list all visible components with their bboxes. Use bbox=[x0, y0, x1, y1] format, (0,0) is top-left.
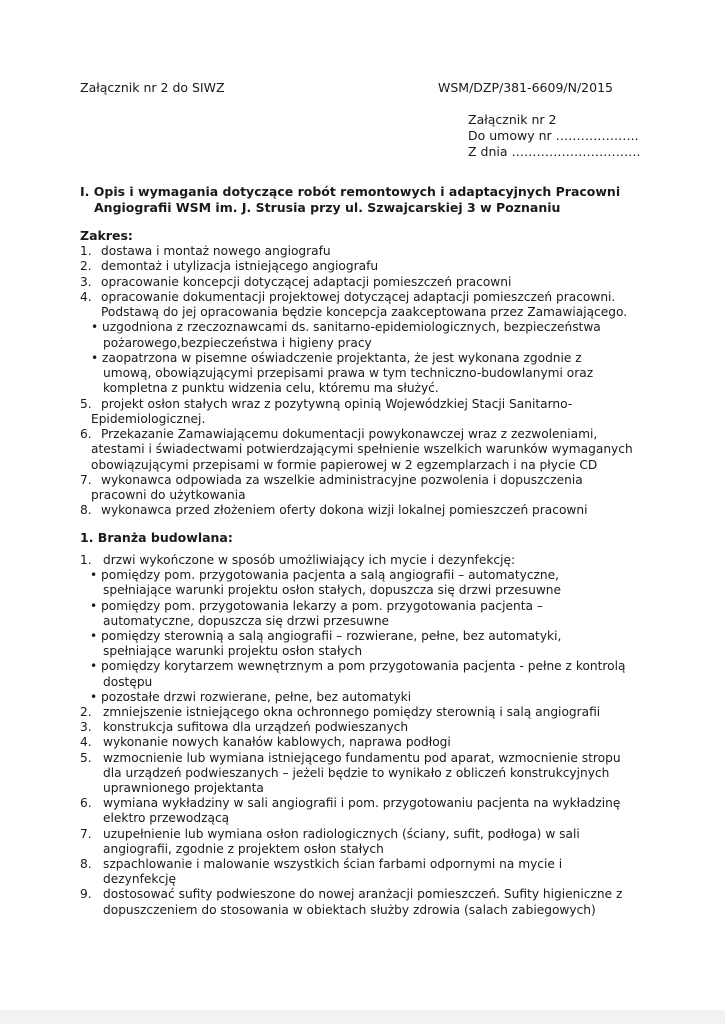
list-item bbox=[91, 442, 633, 457]
item-number: 1. bbox=[80, 244, 92, 258]
bullet-icon: • bbox=[90, 629, 98, 643]
bullet-icon: • bbox=[91, 350, 99, 365]
item-number: 8. bbox=[80, 503, 92, 518]
annex-label: Załącznik nr 2 bbox=[468, 112, 557, 127]
document-title-line-1: I. Opis i wymagania dotyczące robót remontowych i adaptacyjnych Pracowni bbox=[80, 184, 621, 199]
bullet-icon: • bbox=[90, 568, 98, 583]
list-item bbox=[80, 735, 451, 750]
bullet-icon: • bbox=[90, 689, 98, 704]
list-item bbox=[103, 614, 389, 629]
list-item bbox=[80, 827, 580, 842]
list-item bbox=[90, 659, 625, 674]
item-number: 2. bbox=[80, 259, 92, 274]
list-item bbox=[80, 427, 597, 442]
item-text: konstrukcja sufitowa dla urządzeń podwieszanych bbox=[103, 720, 409, 735]
item-text: drzwi wykończone w sposób umożliwiający ich mycie i dezynfekcję: bbox=[103, 553, 516, 567]
attachment-header: Załącznik nr 2 do SIWZ bbox=[80, 80, 225, 95]
list-item bbox=[103, 675, 152, 690]
list-item bbox=[90, 568, 559, 583]
item-number: 1. bbox=[80, 553, 92, 567]
item-text: zaopatrzona w pisemne oświadczenie projektanta, że jest wykonana zgodnie z bbox=[102, 350, 582, 365]
item-text: dostępu bbox=[103, 674, 153, 689]
item-number: 9. bbox=[80, 887, 92, 902]
item-text: dezynfekcję bbox=[103, 872, 177, 887]
item-number: 8. bbox=[80, 857, 92, 871]
scan-edge bbox=[0, 1010, 725, 1024]
item-text: pomiędzy pom. przygotowania pacjenta a salą angiografii – automatyczne, bbox=[101, 568, 560, 583]
bullet-icon: • bbox=[90, 659, 98, 674]
list-item bbox=[80, 290, 615, 305]
annex-date: Z dnia …………………………. bbox=[468, 144, 641, 159]
list-item bbox=[91, 320, 601, 335]
list-item bbox=[90, 629, 561, 644]
item-number: 3. bbox=[80, 720, 92, 735]
list-item bbox=[101, 305, 627, 320]
item-text: zmniejszenie istniejącego okna ochronnego pomiędzy sterownią i salą angiografii bbox=[103, 705, 601, 719]
item-text: uzgodniona z rzeczoznawcami ds. sanitarno-epidemiologicznych, bezpieczeństwa bbox=[102, 320, 601, 335]
item-text: wymiana wykładziny w sali angiografii i pom. przygotowaniu pacjenta na wykładzinę bbox=[103, 796, 621, 811]
list-item bbox=[103, 644, 362, 659]
list-item bbox=[80, 473, 583, 488]
list-item bbox=[80, 887, 622, 902]
list-item bbox=[103, 336, 372, 351]
annex-contract-number: Do umowy nr ……………….. bbox=[468, 128, 639, 143]
list-item bbox=[80, 720, 408, 735]
item-number: 5. bbox=[80, 750, 92, 765]
list-item bbox=[91, 412, 205, 427]
item-text: demontaż i utylizacja istniejącego angiografu bbox=[101, 259, 379, 274]
item-number: 2. bbox=[80, 705, 92, 719]
item-number: 5. bbox=[80, 396, 92, 411]
construction-heading: 1. Branża budowlana: bbox=[80, 530, 233, 545]
item-text: spełniające warunki projektu osłon stałych bbox=[103, 644, 363, 659]
list-item bbox=[103, 366, 593, 381]
item-text: dla urządzeń podwieszanych – jeżeli będzie to wynikało z obliczeń konstrukcyjnych bbox=[103, 765, 610, 780]
item-text: dostosować sufity podwieszone do nowej aranżacji pomieszczeń. Sufity higieniczne z bbox=[103, 887, 623, 902]
list-item bbox=[90, 690, 411, 705]
item-text: szpachlowanie i malowanie wszystkich ścian farbami odpornymi na mycie i bbox=[103, 857, 563, 871]
item-number: 7. bbox=[80, 472, 92, 487]
list-item bbox=[80, 503, 588, 518]
scope-heading: Zakres: bbox=[80, 228, 133, 243]
bullet-icon: • bbox=[91, 320, 99, 335]
bullet-icon: • bbox=[90, 598, 98, 613]
item-text: angiografii, zgodnie z projektem osłon stałych bbox=[103, 841, 384, 856]
list-item bbox=[103, 842, 384, 857]
item-text: wzmocnienie lub wymiana istniejącego fundamentu pod aparat, wzmocnienie stropu bbox=[103, 750, 621, 765]
item-text: elektro przewodzącą bbox=[103, 811, 230, 826]
item-number: 7. bbox=[80, 826, 92, 841]
list-item bbox=[80, 796, 620, 811]
item-text: opracowanie dokumentacji projektowej dotyczącej adaptacji pomieszczeń pracowni. bbox=[101, 289, 616, 304]
item-text: dostawa i montaż nowego angiografu bbox=[101, 244, 331, 258]
item-text: obowiązującymi przepisami w formie papierowej w 2 egzemplarzach i na płycie CD bbox=[91, 457, 598, 472]
list-item bbox=[80, 275, 511, 290]
item-text: uzupełnienie lub wymiana osłon radiologicznych (ściany, sufit, podłoga) w sali bbox=[103, 826, 580, 841]
list-item bbox=[91, 488, 246, 503]
item-text: uprawnionego projektanta bbox=[103, 781, 264, 795]
list-item bbox=[103, 766, 609, 781]
item-text: kompletna z punktu widzenia celu, któremu ma służyć. bbox=[103, 381, 439, 396]
item-text: dopuszczeniem do stosowania w obiektach służby zdrowia (salach zabiegowych) bbox=[103, 902, 596, 917]
item-text: pomiędzy pom. przygotowania lekarzy a pom. przygotowania pacjenta – bbox=[101, 598, 543, 613]
item-number: 3. bbox=[80, 274, 92, 289]
item-number: 4. bbox=[80, 735, 92, 750]
item-text: pracowni do użytkowania bbox=[91, 488, 246, 502]
item-text: opracowanie koncepcji dotyczącej adaptacji pomieszczeń pracowni bbox=[101, 274, 512, 289]
item-text: Epidemiologicznej. bbox=[91, 411, 206, 426]
item-text: umową, obowiązującymi przepisami prawa w tym techniczno-budowlanymi oraz bbox=[103, 366, 594, 380]
list-item bbox=[91, 458, 597, 473]
list-item bbox=[103, 381, 439, 396]
list-item bbox=[91, 351, 582, 366]
item-text: wykonawca odpowiada za wszelkie administracyjne pozwolenia i dopuszczenia bbox=[101, 472, 583, 487]
item-text: wykonawca przed złożeniem oferty dokona wizji lokalnej pomieszczeń pracowni bbox=[101, 503, 588, 518]
list-item bbox=[103, 903, 596, 918]
list-item bbox=[80, 553, 515, 568]
list-item bbox=[103, 872, 176, 887]
item-number: 4. bbox=[80, 289, 92, 304]
item-text: projekt osłon stałych wraz z pozytywną opinią Wojewódzkiej Stacji Sanitarno- bbox=[101, 396, 573, 411]
item-text: pomiędzy sterownią a salą angiografii – rozwierane, pełne, bez automatyki, bbox=[101, 629, 562, 643]
list-item bbox=[80, 397, 572, 412]
list-item bbox=[103, 781, 264, 796]
reference-number: WSM/DZP/381-6609/N/2015 bbox=[438, 80, 613, 95]
document-title-line-2: Angiografii WSM im. J. Strusia przy ul. Szwajcarskiej 3 w Poznaniu bbox=[94, 200, 561, 215]
item-text: pomiędzy korytarzem wewnętrznym a pom przygotowania pacjenta - pełne z kontrolą bbox=[101, 659, 626, 674]
item-text: Przekazanie Zamawiającemu dokumentacji powykonawczej wraz z zezwoleniami, bbox=[101, 427, 598, 441]
list-item bbox=[90, 599, 543, 614]
list-item bbox=[80, 857, 562, 872]
list-item bbox=[80, 751, 621, 766]
list-item bbox=[80, 705, 600, 720]
item-text: automatyczne, dopuszcza się drzwi przesuwne bbox=[103, 613, 390, 628]
list-item bbox=[103, 811, 229, 826]
item-text: atestami i świadectwami potwierdzającymi spełnienie wszelkich warunków wymaganych bbox=[91, 442, 633, 457]
list-item bbox=[80, 244, 331, 259]
item-text: Podstawą do jej opracowania będzie koncepcja zaakceptowana przez Zamawiającego. bbox=[101, 305, 628, 319]
item-text: pozostałe drzwi rozwierane, pełne, bez automatyki bbox=[101, 689, 412, 704]
item-text: spełniające warunki projektu osłon stałych, dopuszcza się drzwi przesuwne bbox=[103, 583, 562, 598]
item-text: wykonanie nowych kanałów kablowych, naprawa podłogi bbox=[103, 735, 451, 750]
item-number: 6. bbox=[80, 796, 92, 811]
item-text: pożarowego,bezpieczeństwa i higieny pracy bbox=[103, 335, 372, 350]
list-item bbox=[103, 583, 561, 598]
item-number: 6. bbox=[80, 427, 92, 441]
list-item bbox=[80, 259, 378, 274]
